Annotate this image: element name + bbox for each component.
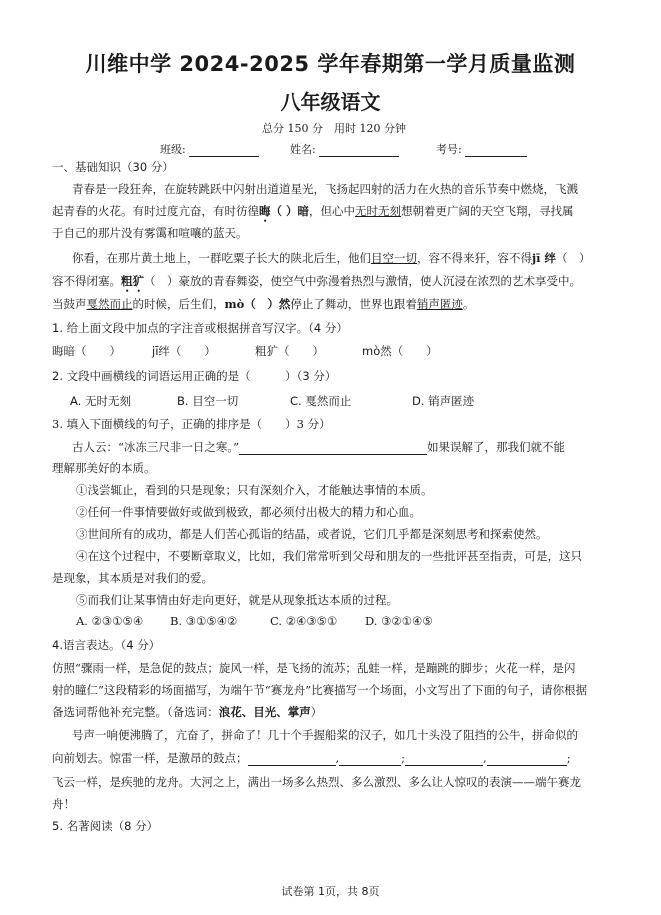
underlined-word: 目空一切	[371, 251, 417, 265]
underlined-word: 销声匿迹	[416, 297, 463, 311]
q3-option-a: A. ②③①⑤④	[76, 614, 144, 628]
q4-para-line2: 向前划去。惊雷一样，是激昂的鼓点； , ; , ;	[52, 751, 571, 765]
q3-sentence-3: ③世间所有的成功，都是人们苦心孤诣的结晶，或者说，它们几乎都是深刻思考和探索使然。	[76, 527, 548, 541]
q4-line3: 备选词帮他补充完整。（备选词：浪花、目光、掌声）	[52, 705, 323, 719]
q4-para-line1: 号声一响便沸腾了，亢奋了，拼命了！几十个手握船桨的汉子，如几十头没了阻挡的公牛，拼命似的	[72, 728, 578, 742]
para2-line3: 当鼓声戛然而止的时候，后生们，mò（ ）然停止了舞动，世界也跟着销声匿迹。	[52, 297, 475, 311]
score-line: 总分 150 分 用时 120 分钟	[262, 122, 406, 135]
q3-answer-blank	[239, 442, 427, 455]
para2-line1: 你看，在那片黄土地上，一群吃粟子长大的陕北后生，他们目空一切，容不得来犴，容不得jī 绊（ ）	[72, 251, 591, 265]
q4-para-line4: 舟！	[52, 797, 75, 811]
para2-line2: 容不得闭塞。粗犷（ ）豪放的青春舞姿，使空气中弥漫着热烈与激情，使人沉浸在浓烈的艺术享受中。	[52, 274, 581, 288]
q4-blank-1	[248, 753, 336, 766]
para1-line1: 青春是一段狂奔，在旋转跳跃中闪射出道道星光，飞扬起四射的活力在火热的音乐节奏中燃烧，飞溅	[72, 182, 578, 196]
q3-sentence-1: ①浅尝辄止，看到的只是现象；只有深刻介入，才能触达事情的本质。	[76, 483, 433, 497]
q3-option-d: D. ③②①④⑤	[365, 614, 433, 628]
dotted-char: 粗犷	[121, 274, 144, 288]
class-blank	[189, 144, 259, 157]
q1-item-4: mò然（ ）	[362, 344, 438, 358]
name-label: 姓名:	[290, 143, 316, 156]
q2-option-a: A. 无时无刻	[70, 394, 131, 408]
exam-title: 川维中学 2024-2025 学年春期第一学月质量监测	[85, 52, 576, 76]
candidate-words: 浪花、目光、掌声	[218, 705, 311, 719]
q1-stem: 1. 给上面文段中加点的字注音或根据拼音写汉字。（4 分）	[52, 321, 348, 335]
underlined-word: 戛然而止	[86, 297, 133, 311]
exam-subtitle: 八年级语文	[280, 90, 381, 114]
exam-no-blank	[465, 144, 527, 157]
page-footer: 试卷第 1页，共 8页	[281, 885, 380, 898]
q1-item-1: 晦暗（ ）	[52, 344, 121, 358]
q3-line1: 古人云：“冰冻三尺非一日之寒。” 如果误解了，那我们就不能	[72, 440, 566, 454]
q4-stem: 4.语言表达。（4 分）	[52, 638, 161, 652]
underlined-word: 无时无刻	[355, 204, 402, 218]
q3-sentence-4: ④在这个过程中，不要断章取义，比如，我们常常听到父母和朋友的一些批评甚至指责，可是，这只	[76, 549, 582, 563]
q1-item-3: 粗犷（ ）	[255, 344, 324, 358]
q4-blank-3	[405, 753, 483, 766]
exam-no-field	[436, 141, 527, 157]
q3-sentence-2: ②任何一件事情要做好或做到极致，都必须付出极大的精力和心血。	[76, 505, 421, 519]
q4-line2: 射的瞳仁”这段精彩的场面描写，为端午节“赛龙舟”比赛描写一个场面，小文写出了下面的句子，请你根据	[52, 683, 588, 697]
q1-item-2: jī绊（ ）	[152, 344, 216, 358]
class-field	[160, 141, 259, 157]
q2-option-b: B. 目空一切	[177, 394, 239, 408]
q3-line2: 理解那美好的本质。	[52, 461, 156, 475]
para1-line2: 起青春的火花。有时过度亢奋，有时彷徨晦（ ）暗，但心中无时无刻想朝着更广阔的天空飞翔，寻找属	[52, 204, 574, 218]
q4-line1: 仿照“骤雨一样，是急促的鼓点；旋风一样，是飞扬的流苏；乱蛙一样，是蹦跳的脚步；火花一样，是闪	[52, 661, 576, 675]
q2-option-d: D. 销声匿迹	[412, 394, 475, 408]
name-field	[290, 141, 399, 157]
q5-stem: 5. 名著阅读（8 分）	[52, 819, 159, 833]
q3-option-b: B. ③①⑤④②	[170, 614, 238, 628]
q3-option-c: C. ②④③⑤①	[270, 614, 338, 628]
q3-sentence-4-cont: 是现象，其本质是对我们的爱。	[52, 571, 213, 585]
para1-line3: 于自己的那片没有雾霭和喧嚷的蓝天。	[52, 226, 248, 240]
class-label: 班级:	[160, 143, 186, 156]
name-blank	[319, 144, 399, 157]
q4-para-line3: 飞云一样，是疾驰的龙舟。大河之上，满出一场多么热烈、多么激烈、多么让人惊叹的表演——端午赛龙	[52, 775, 581, 789]
section-heading: 一、基础知识（30 分）	[52, 160, 174, 174]
exam-no-label: 考号:	[436, 143, 462, 156]
q3-sentence-5: ⑤而我们让某事情由好走向更好，就是从现象抵达本质的过程。	[76, 593, 398, 607]
q2-stem: 2. 文段中画横线的词语运用正确的是（ ）（3 分）	[52, 369, 337, 383]
q3-stem: 3. 填入下面横线的句子，正确的排序是（ ）3 分）	[52, 417, 331, 431]
q2-option-c: C. 戛然而止	[290, 394, 352, 408]
q4-blank-2	[339, 753, 401, 766]
dotted-char: 晦	[259, 204, 271, 218]
q4-blank-4	[487, 753, 567, 766]
